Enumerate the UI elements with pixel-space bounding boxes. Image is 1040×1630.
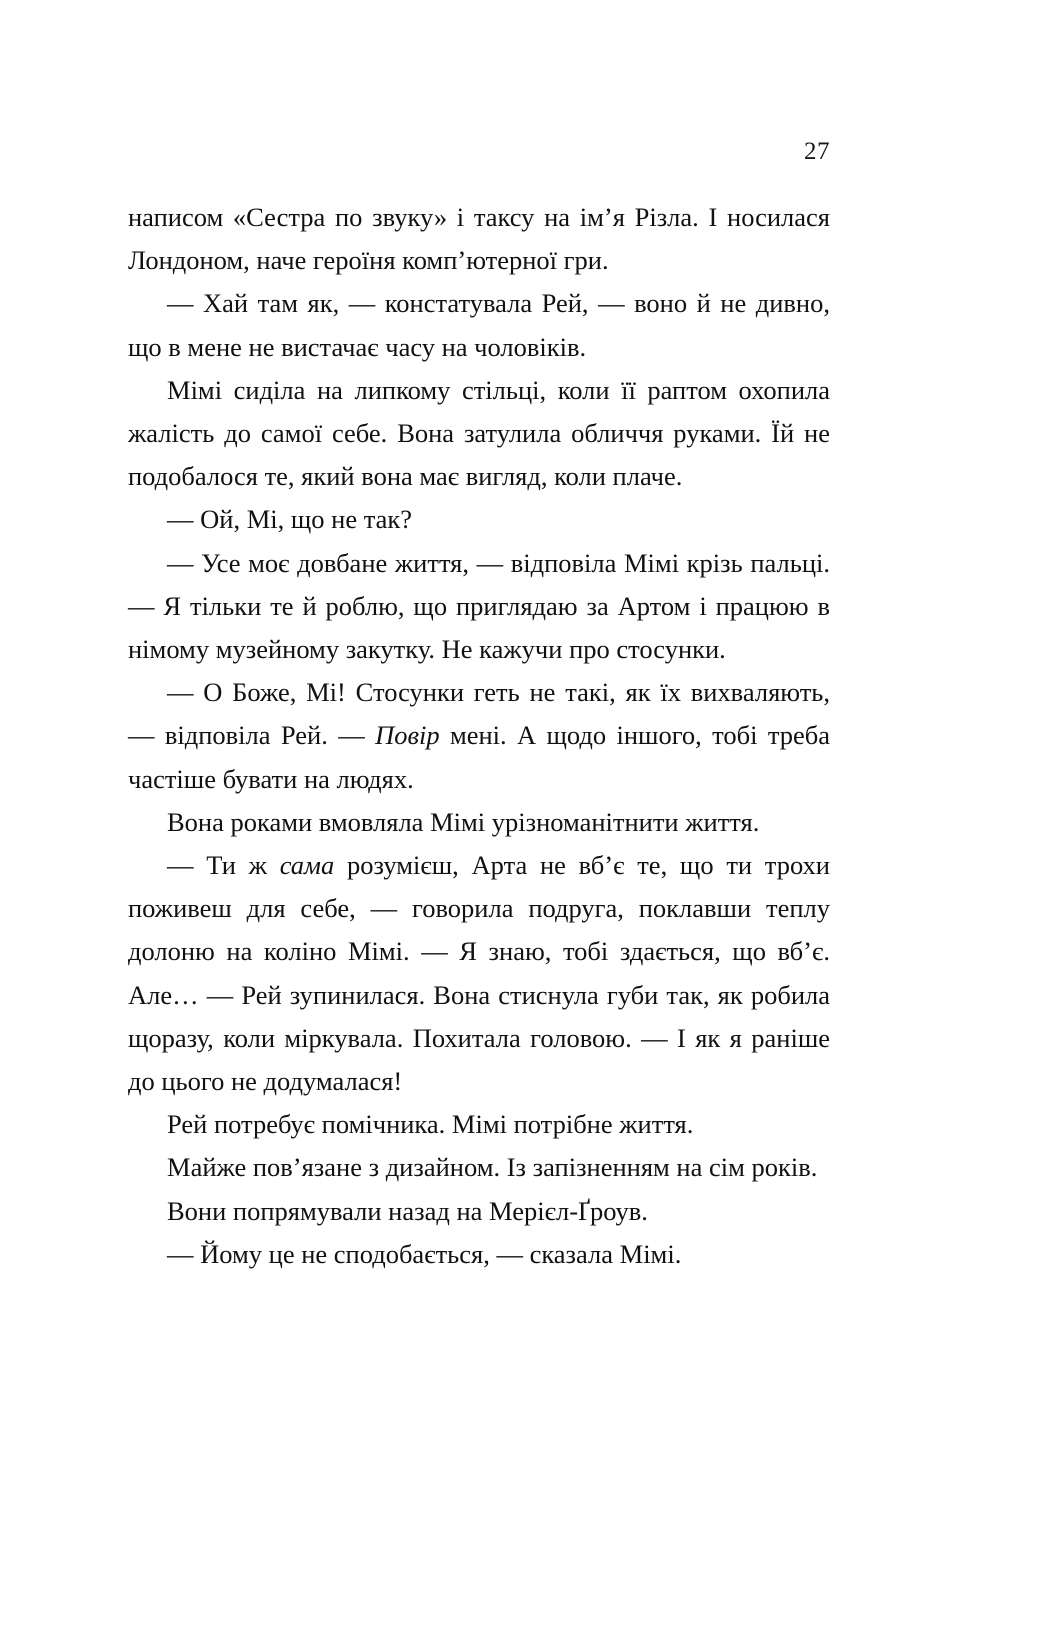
paragraph: — Хай там як, — констатувала Рей, — воно й не дивно, що в мене не вистачає часу на чоловіків.	[128, 288, 830, 362]
paragraph: Рей потребує помічника. Мімі потрібне життя.	[167, 1109, 694, 1140]
paragraph: Майже пов’язане з дизайном. Із запізненням на сім років.	[167, 1152, 818, 1183]
paragraph	[128, 671, 830, 801]
paragraph	[128, 844, 830, 1103]
paragraph-segment: мені. А щодо іншого, тобі треба частіше бувати на людях.	[128, 720, 830, 794]
paragraph-segment-emphasis: сама	[279, 850, 335, 881]
paragraph-segment: розумієш, Арта не вб’є те, що ти трохи поживеш для себе, — говорила подруга, поклавши теплу долоню на коліно Мімі. — Я знаю, тобі здається, що вб’є. Але… — Рей зупинилася. Вона стиснула губи так, як робила щоразу, коли міркувала. Похитала головою. — І як я раніше до цього не додумалася!	[128, 850, 830, 1097]
paragraph-segment-emphasis: Повір	[375, 720, 440, 751]
page-text-block	[128, 196, 830, 1276]
paragraph-segment: — Ти ж	[167, 850, 280, 881]
paragraph-segment: — О Боже, Мі! Стосунки геть не такі, як їх вихваляють, — відповіла Рей. —	[128, 677, 830, 751]
paragraph: — Йому це не сподобається, — сказала Мімі.	[167, 1238, 682, 1269]
paragraph: — Усе моє довбане життя, — відповіла Мімі крізь пальці. — Я тільки те й роблю, що приглядаю за Артом і працюю в німому музейному закутку. Не кажучи про стосунки.	[128, 547, 830, 665]
paragraph: Вони попрямували назад на Мерієл-Ґроув.	[167, 1195, 648, 1226]
paragraph: написом «Сестра по звуку» і таксу на ім’я Різла. І носилася Лондоном, наче героїня комп’ютерної гри.	[128, 202, 830, 276]
paragraph: Вона роками вмовляла Мімі урізноманітнити життя.	[167, 806, 760, 837]
paragraph: Мімі сиділа на липкому стільці, коли її раптом охопила жалість до самої себе. Вона затулила обличчя руками. Їй не подобалося те, який вона має вигляд, коли плаче.	[128, 374, 830, 492]
paragraph: — Ой, Мі, що не так?	[167, 504, 413, 535]
page-number: 27	[804, 138, 830, 165]
